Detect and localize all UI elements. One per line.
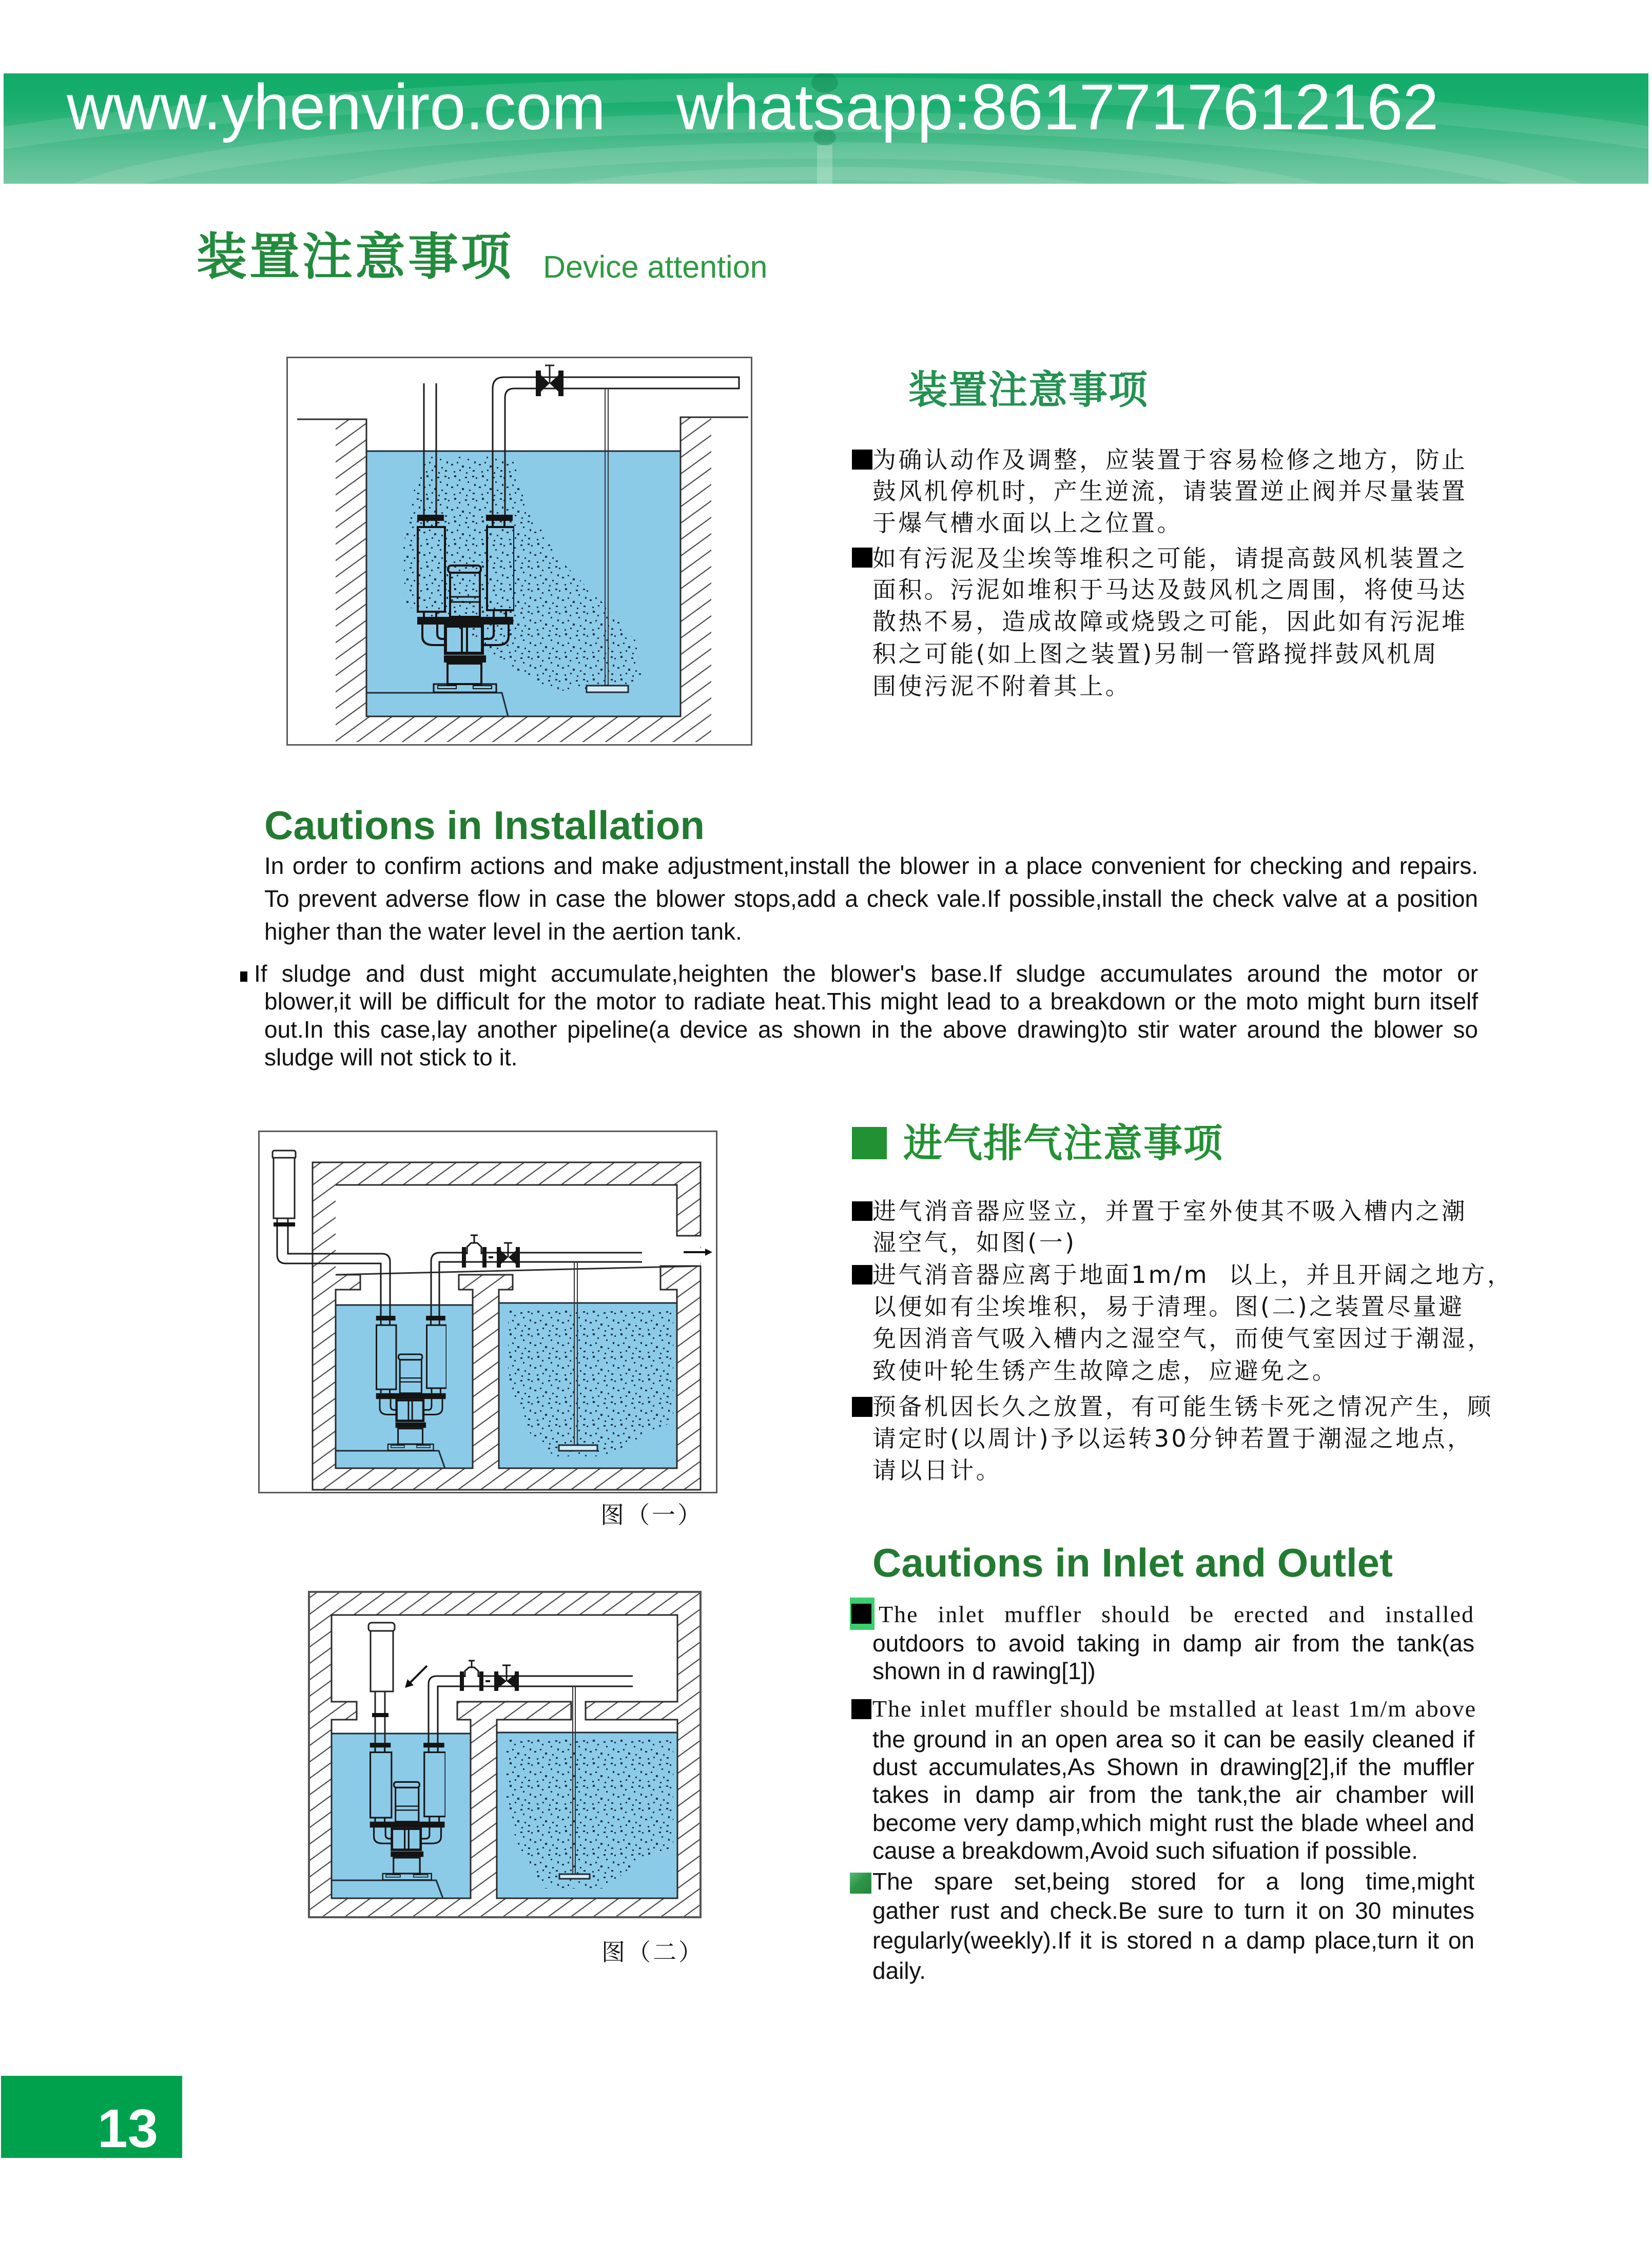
inlet-zh-bullet-2-line: 进气消音器应离于地面1m/m 以上，并且开阔之地方， (872, 1261, 1513, 1289)
inlet-zh-bullet-3-line: 预备机因长久之放置，有可能生锈卡死之情况产生，顾 (872, 1393, 1493, 1420)
whatsapp-contact: whatsapp:8617717612162 (676, 73, 1439, 143)
inlet-en-bullet-2-lead: The inlet muffler should be mstalled at least 1m/m above (872, 1696, 1476, 1722)
inlet-arrow-icon (405, 1666, 427, 1688)
install-zh-bullet-2-line: 积之可能(如上图之装置)另制一管路搅拌鼓风机周 (872, 640, 1439, 668)
figure-2-caption: 图（二） (601, 1938, 704, 1966)
install-zh-bullet-2-line: 散热不易，造成故障或烧毁之可能，因此如有污泥堆 (872, 608, 1468, 635)
bullet-icon (852, 548, 872, 568)
header-banner (4, 73, 1648, 184)
page-title-en: Device attention (543, 249, 768, 284)
green-bullet-icon (850, 1873, 871, 1894)
website-url: www.yhenviro.com (67, 73, 606, 143)
inlet-en-bullet-2-line: cause a breakdowm,Avoid such sifuation if possible. (872, 1837, 1418, 1864)
install-en-paragraph-1-line: higher than the water level in the aertion tank. (264, 918, 742, 945)
inlet-en-bullet-3-line: regularly(weekly).If it is stored n a damp place,turn it on (872, 1927, 1474, 1954)
inlet-muffler (368, 1623, 395, 1743)
inlet-zh-bullet-2-line: 以便如有尘埃堆积，易于清理。图(二)之装置尽量避 (872, 1293, 1465, 1320)
install-zh-bullet-1-line: 于爆气槽水面以上之位置。 (872, 509, 1183, 537)
inlet-zh-bullet-1-line: 进气消音器应竖立，并置于室外使其不吸入槽内之潮 (872, 1197, 1468, 1225)
page-number: 13 (98, 2098, 158, 2159)
bullet-icon (852, 450, 872, 470)
inlet-zh-bullet-2-line: 致使叶轮生锈产生故障之虑，应避免之。 (872, 1357, 1338, 1385)
inlet-en-bullet-3-line: gather rust and check.Be sure to turn it on 30 minutes (872, 1897, 1474, 1924)
install-en-paragraph-2-line: blower,it will be difficult for the motor to radiate heat.This might lead to a breakdown or the moto might burn itself (264, 988, 1478, 1015)
install-heading-en: Cautions in Installation (264, 803, 705, 848)
install-zh-bullet-2-line: 面积。污泥如堆积于马达及鼓风机之周围，将使马达 (872, 576, 1468, 604)
inlet-figure-1-diagram (258, 1131, 717, 1493)
bullet-icon (852, 1201, 872, 1221)
inlet-en-bullet-1-lead: The inlet muffler should be erected and installed (879, 1601, 1474, 1627)
bullet-icon (851, 1604, 871, 1624)
inlet-en-bullet-1-line: shown in d rawing[1]) (872, 1658, 1096, 1684)
install-zh-bullet-1-line: 为确认动作及调整，应装置于容易检修之地方，防止 (872, 446, 1468, 474)
installation-diagram (286, 357, 752, 746)
inlet-zh-bullet-1-line: 湿空气，如图(一) (872, 1229, 1077, 1256)
install-heading-zh: 装置注意事项 (908, 367, 1149, 413)
inlet-en-bullet-3-line: daily. (872, 1957, 926, 1984)
green-square-section-icon (852, 1127, 887, 1159)
inlet-en-bullet-1-line: outdoors to avoid taking in damp air from the tank(as (872, 1630, 1474, 1657)
install-zh-bullet-2-line: 如有污泥及尘埃等堆积之可能，请提高鼓风机装置之 (872, 544, 1468, 572)
inlet-heading-en: Cautions in Inlet and Outlet (872, 1540, 1393, 1585)
bullet-icon (851, 1699, 871, 1719)
figure-1-caption: 图（一） (600, 1501, 703, 1529)
inlet-zh-bullet-3-line: 请以日计。 (872, 1456, 1002, 1484)
inlet-muffler (273, 1151, 296, 1227)
inlet-figure-2-diagram (308, 1591, 702, 1918)
install-en-paragraph-2-line: sludge will not stick to it. (264, 1044, 518, 1070)
inlet-en-bullet-2-line: the ground in an open area so it can be easily cleaned if (872, 1726, 1474, 1753)
install-en-paragraph-2-line: out.In this case,lay another pipeline(a device as shown in the above drawing)to stir water around the blower so (264, 1016, 1478, 1043)
inlet-en-bullet-2-line: takes in damp air from the tank,the air chamber will (872, 1781, 1474, 1808)
bullet-icon (852, 1397, 872, 1417)
bullet-icon (852, 1265, 872, 1284)
install-zh-bullet-1-line: 鼓风机停机时，产生逆流，请装置逆止阀并尽量装置 (872, 477, 1468, 505)
highlighted-bullet-icon (850, 1598, 874, 1630)
install-en-paragraph-1-line: To prevent adverse flow in case the blower stops,add a check vale.If possible,install the check valve at a position (264, 885, 1478, 912)
inlet-en-bullet-2-line: dust accumulates,As Shown in drawing[2],if the muffler (872, 1754, 1474, 1780)
bullet-icon (240, 971, 247, 982)
inlet-en-bullet-3-line: The spare set,being stored for a long time,might (872, 1868, 1474, 1895)
install-en-paragraph-1-line: In order to confirm actions and make adjustment,install the blower in a place convenient for checking and repairs. (264, 852, 1478, 879)
inlet-zh-bullet-3-line: 请定时(以周计)予以运转30分钟若置于潮湿之地点， (872, 1425, 1473, 1452)
inlet-zh-bullet-2-line: 免因消音气吸入槽内之湿空气，而使气室因过于潮湿， (872, 1325, 1493, 1352)
page-title-zh: 装置注意事项 (197, 228, 514, 286)
install-zh-bullet-2-line: 围使污泥不附着其上。 (872, 672, 1131, 700)
inlet-heading-zh: 进气排气注意事项 (903, 1120, 1223, 1166)
page-number-badge (1, 2076, 182, 2158)
inlet-en-bullet-2-line: become very damp,which might rust the blade wheel and (872, 1809, 1474, 1836)
install-en-paragraph-2-line: If sludge and dust might accumulate,heighten the blower's base.If sludge accumulates around the motor or (254, 960, 1478, 987)
